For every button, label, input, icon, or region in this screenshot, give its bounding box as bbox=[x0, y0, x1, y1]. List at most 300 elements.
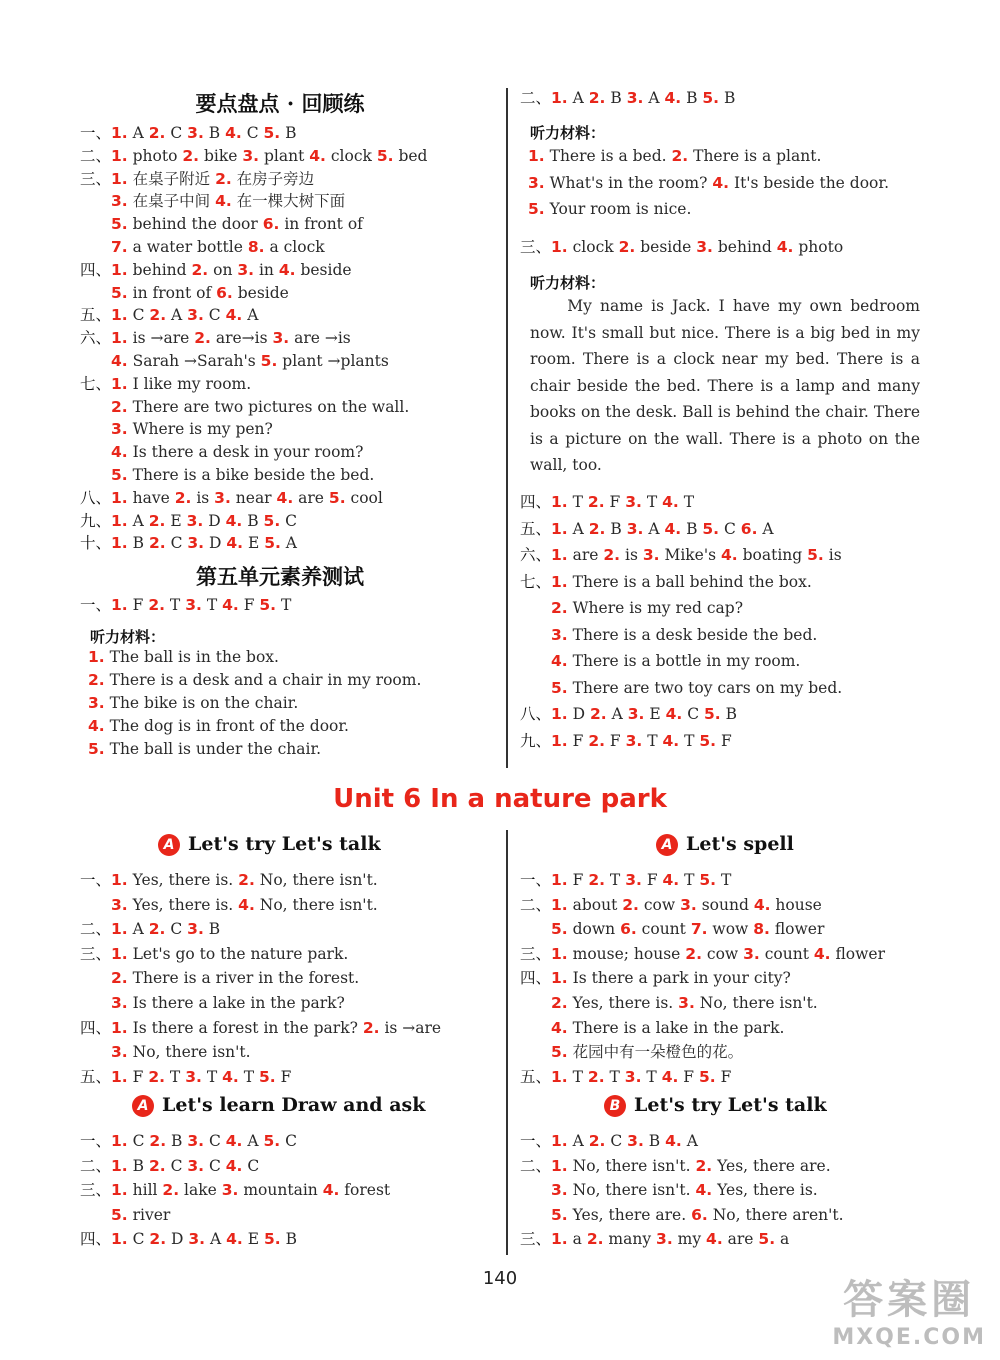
answer-text: 二、 bbox=[520, 895, 552, 914]
listening-paragraph: My name is Jack. I have my own bedroom now. It's small but nice. There is a big bed in my room. There is a clock near my bed. There is a chair beside the bed. There is a lamp and many books on the desk. Ball is behind the chair. There is a picture on the wall. There is a photo on the wall, too. bbox=[530, 297, 920, 474]
answer-line bbox=[88, 717, 349, 735]
listening-label-right-2: 听力材料： bbox=[530, 274, 606, 292]
answer-text: C bbox=[204, 1132, 226, 1150]
item-number: 1. bbox=[111, 1132, 128, 1150]
item-number: 5. bbox=[111, 466, 128, 484]
answer-line bbox=[520, 868, 731, 890]
answer-text bbox=[520, 1019, 551, 1037]
item-number: 4. bbox=[225, 124, 242, 142]
answer-text: Yes, there is. bbox=[127, 895, 239, 914]
answer-text: E bbox=[644, 705, 666, 723]
item-number: 2. bbox=[589, 705, 607, 723]
bottom-divider bbox=[506, 830, 508, 1255]
item-number: 1. bbox=[551, 969, 568, 988]
answer-text: 八、 bbox=[80, 488, 112, 507]
item-number: 3. bbox=[187, 1132, 205, 1150]
answer-text: F bbox=[567, 731, 589, 750]
answer-line bbox=[80, 1040, 251, 1062]
item-number: 2. bbox=[215, 169, 232, 188]
item-number: 2. bbox=[148, 920, 166, 939]
answer-line bbox=[520, 942, 885, 964]
item-number: 6. bbox=[740, 519, 758, 538]
answer-text: Where is my pen? bbox=[127, 420, 273, 439]
item-number: 2. bbox=[194, 329, 211, 348]
item-number: 5. bbox=[259, 596, 277, 614]
answer-line bbox=[520, 1203, 844, 1225]
answer-text: Is there a forest in the park? bbox=[127, 1018, 363, 1037]
item-number: 4. bbox=[776, 238, 794, 256]
answer-text: B bbox=[681, 519, 703, 538]
answer-text: are bbox=[293, 488, 329, 507]
answer-text: There is a desk beside the bed. bbox=[567, 625, 818, 644]
item-number: 5. bbox=[263, 511, 281, 530]
item-number: 3. bbox=[678, 994, 695, 1012]
answer-text: 二、 bbox=[520, 89, 552, 107]
item-number: 2. bbox=[149, 306, 167, 325]
answer-text: E bbox=[243, 534, 265, 553]
item-number: 4. bbox=[276, 488, 294, 507]
item-number: 1. bbox=[111, 1181, 128, 1200]
answer-text: Is there a lake in the park? bbox=[127, 994, 345, 1012]
answer-line bbox=[80, 167, 314, 189]
item-number: 3. bbox=[680, 895, 697, 914]
answer-text: There is a river in the forest. bbox=[127, 969, 360, 988]
answer-text: 十、 bbox=[80, 534, 112, 553]
item-number: 4. bbox=[111, 443, 128, 462]
answer-line bbox=[520, 729, 732, 751]
answer-line bbox=[80, 440, 363, 462]
answer-line bbox=[80, 121, 297, 143]
answer-text: Let's go to the nature park. bbox=[127, 944, 349, 963]
answer-line bbox=[80, 509, 297, 531]
answer-line bbox=[80, 144, 427, 166]
answer-text: beside bbox=[295, 260, 352, 279]
item-number: 8. bbox=[247, 238, 265, 256]
answer-line bbox=[80, 1016, 441, 1038]
answer-text: 五、 bbox=[80, 1067, 112, 1086]
item-number: 2. bbox=[162, 1181, 180, 1200]
answer-text: mountain bbox=[238, 1181, 323, 1200]
answer-line bbox=[80, 281, 289, 303]
section-title: Let's learn Draw and ask bbox=[162, 1094, 426, 1116]
answer-text: Is there a desk in your room? bbox=[127, 443, 364, 462]
answer-text: mouse; house bbox=[567, 944, 686, 963]
answer-text: A bbox=[606, 705, 628, 723]
answer-text: C bbox=[127, 306, 150, 325]
answer-text: a bbox=[567, 1230, 587, 1249]
answer-text: A bbox=[643, 519, 665, 538]
item-number: 1. bbox=[551, 895, 568, 914]
answer-text bbox=[80, 969, 111, 987]
item-number: 2. bbox=[551, 599, 568, 617]
answer-text: behind bbox=[712, 238, 777, 256]
answer-text bbox=[80, 443, 111, 461]
answer-text: B bbox=[719, 89, 736, 107]
answer-line bbox=[80, 349, 389, 371]
answer-text: The ball is under the chair. bbox=[104, 740, 322, 758]
answer-text: beside bbox=[635, 238, 697, 256]
answer-text: 四、 bbox=[80, 260, 112, 279]
answer-text: flower bbox=[830, 944, 885, 963]
answer-text: There are two toy cars on my bed. bbox=[567, 678, 843, 697]
answer-text: 在房子旁边 bbox=[231, 169, 315, 188]
answer-line bbox=[520, 1154, 831, 1176]
item-number: 3. bbox=[626, 519, 644, 538]
item-number: 1. bbox=[111, 1018, 128, 1037]
answer-text: There is a plant. bbox=[688, 147, 822, 165]
answer-text: Yes, there is. bbox=[567, 994, 679, 1012]
answer-text: No, there isn't. bbox=[567, 1156, 696, 1175]
item-number: 2. bbox=[111, 969, 128, 988]
answer-text: The ball is in the box. bbox=[104, 648, 279, 666]
answer-line bbox=[520, 676, 842, 698]
answer-line bbox=[80, 326, 351, 348]
item-number: 3. bbox=[187, 920, 204, 939]
answer-text: A bbox=[127, 511, 149, 530]
answer-line bbox=[520, 893, 822, 915]
answer-text: B bbox=[127, 1156, 149, 1175]
answer-text: plant →plants bbox=[277, 352, 389, 370]
answer-text: is bbox=[823, 546, 842, 564]
item-number: 6. bbox=[216, 283, 233, 302]
answer-line bbox=[80, 1129, 297, 1151]
answer-line bbox=[80, 593, 291, 615]
item-number: 2. bbox=[588, 731, 605, 750]
answer-text: Your room is nice. bbox=[544, 200, 692, 218]
answer-text: E bbox=[165, 511, 187, 530]
answer-text: 七、 bbox=[520, 572, 552, 591]
item-number: 2. bbox=[588, 1132, 606, 1150]
answer-text: There is a bike beside the bed. bbox=[127, 466, 375, 484]
answer-text bbox=[80, 352, 111, 370]
item-number: 1. bbox=[551, 1132, 568, 1150]
answer-text: F bbox=[238, 596, 260, 614]
answer-line bbox=[520, 1129, 698, 1151]
answer-text bbox=[520, 679, 551, 697]
answer-text: F bbox=[604, 493, 626, 511]
answer-text: C bbox=[605, 1132, 628, 1150]
answer-line bbox=[528, 174, 889, 192]
answer-text: Sarah →Sarah's bbox=[127, 352, 261, 370]
item-number: 4. bbox=[662, 871, 680, 889]
item-number: 3. bbox=[214, 488, 231, 507]
answer-text: No, there isn't. bbox=[694, 994, 818, 1012]
answer-line bbox=[80, 395, 409, 417]
answer-text: What's in the room? bbox=[544, 173, 713, 192]
answer-text: wow bbox=[707, 920, 754, 939]
watermark-logo bbox=[832, 1268, 986, 1350]
item-number: 1. bbox=[111, 1156, 128, 1175]
item-number: 5. bbox=[758, 1230, 776, 1249]
item-number: 2. bbox=[182, 146, 200, 165]
answer-line bbox=[80, 1203, 170, 1225]
item-number: 3. bbox=[185, 596, 202, 614]
item-number: 2. bbox=[148, 534, 166, 553]
item-number: 2. bbox=[191, 260, 209, 279]
answer-text: count bbox=[759, 944, 814, 963]
item-number: 3. bbox=[656, 1230, 673, 1249]
item-number: 1. bbox=[111, 1067, 128, 1086]
answer-text: is →are bbox=[379, 1018, 442, 1037]
item-number: 1. bbox=[111, 124, 128, 142]
item-number: 4. bbox=[753, 895, 771, 914]
answer-text: 二、 bbox=[80, 920, 112, 939]
item-number: 2. bbox=[551, 994, 568, 1012]
section-badge-a: A bbox=[656, 834, 678, 856]
answer-text: It's beside the door. bbox=[729, 173, 889, 192]
item-number: 4. bbox=[665, 705, 683, 723]
answer-text: 三、 bbox=[80, 1181, 112, 1200]
item-number: 4. bbox=[665, 1132, 682, 1150]
item-number: 5. bbox=[551, 920, 568, 939]
item-number: 8. bbox=[753, 920, 770, 939]
item-number: 2. bbox=[587, 493, 605, 511]
answer-text: A bbox=[757, 519, 774, 538]
answer-text: A bbox=[681, 1132, 698, 1150]
answer-text: Yes, there is. bbox=[712, 1181, 818, 1200]
answer-text: river bbox=[127, 1205, 171, 1224]
answer-line bbox=[80, 1227, 297, 1249]
answer-text: A bbox=[567, 1132, 589, 1150]
answer-text bbox=[80, 420, 111, 438]
item-number: 2. bbox=[148, 511, 166, 530]
answer-text: 三、 bbox=[520, 944, 552, 963]
answer-text: There is a ball behind the box. bbox=[567, 572, 812, 591]
answer-text: 四、 bbox=[80, 1018, 112, 1037]
answer-line bbox=[80, 991, 345, 1013]
item-number: 4. bbox=[664, 519, 682, 538]
answer-line bbox=[80, 189, 345, 211]
answer-text: C bbox=[242, 1156, 260, 1175]
answer-text: I like my room. bbox=[127, 374, 252, 393]
review-section-title: 要点盘点 · 回顾练 bbox=[195, 91, 365, 116]
answer-text: 七、 bbox=[80, 374, 112, 393]
item-number: 3. bbox=[528, 173, 545, 192]
answer-text: C bbox=[241, 124, 264, 142]
item-number: 3. bbox=[642, 546, 660, 564]
answer-text: D bbox=[166, 1230, 189, 1249]
answer-text: Yes, there is. bbox=[127, 871, 239, 889]
answer-line bbox=[520, 1227, 789, 1249]
answer-line bbox=[80, 303, 258, 325]
item-number: 2. bbox=[148, 1156, 166, 1175]
answer-text: There is a lake in the park. bbox=[567, 1018, 785, 1037]
answer-text: B bbox=[127, 534, 149, 553]
answer-line bbox=[528, 147, 821, 165]
item-number: 2. bbox=[111, 397, 128, 416]
item-number: 5. bbox=[376, 146, 394, 165]
answer-text: C bbox=[719, 519, 741, 538]
answer-text: clock bbox=[325, 146, 377, 165]
answer-text: C bbox=[127, 1230, 150, 1249]
answer-line bbox=[520, 623, 817, 645]
item-number: 5. bbox=[702, 89, 720, 107]
answer-text: 三、 bbox=[520, 238, 552, 256]
item-number: 5. bbox=[702, 519, 720, 538]
answer-text bbox=[520, 626, 551, 644]
item-number: 6. bbox=[691, 1205, 708, 1224]
answer-text: A bbox=[205, 1230, 227, 1249]
answer-text: behind the door bbox=[127, 215, 263, 234]
item-number: 3. bbox=[626, 89, 644, 107]
answer-line bbox=[520, 1016, 784, 1038]
listening-label-right-1: 听力材料： bbox=[530, 124, 606, 142]
answer-text: about bbox=[567, 895, 623, 914]
answer-text: F bbox=[715, 1067, 732, 1086]
item-number: 2. bbox=[174, 488, 192, 507]
answer-line bbox=[520, 917, 824, 939]
answer-text: There is a desk and a chair in my room. bbox=[104, 671, 422, 689]
answer-text: on bbox=[208, 260, 238, 279]
answer-text: house bbox=[770, 895, 822, 914]
section-title: Let's try Let's talk bbox=[188, 833, 381, 855]
answer-text bbox=[520, 1043, 551, 1061]
answer-text: 一、 bbox=[80, 596, 112, 614]
answer-text: cow bbox=[701, 944, 744, 963]
item-number: 4. bbox=[661, 1067, 679, 1086]
answer-line bbox=[80, 417, 273, 439]
answer-text: 三、 bbox=[80, 169, 112, 188]
item-number: 2. bbox=[588, 89, 606, 107]
answer-text: cool bbox=[345, 488, 383, 507]
item-number: 1. bbox=[111, 374, 128, 393]
item-number: 4. bbox=[226, 534, 244, 553]
section-a-lets-try bbox=[158, 833, 381, 856]
answer-text: B bbox=[605, 89, 627, 107]
answer-text bbox=[80, 1043, 111, 1061]
item-number: 4. bbox=[322, 1181, 340, 1200]
item-number: 4. bbox=[222, 596, 239, 614]
answer-text: a clock bbox=[264, 238, 325, 256]
item-number: 3. bbox=[627, 1132, 644, 1150]
answer-text: C bbox=[165, 920, 188, 939]
answer-text: F bbox=[127, 596, 149, 614]
answer-text: down bbox=[567, 920, 621, 939]
item-number: 5. bbox=[698, 1067, 716, 1086]
answer-text: D bbox=[204, 534, 227, 553]
answer-line bbox=[80, 486, 383, 508]
answer-line bbox=[520, 966, 791, 988]
answer-text: T bbox=[641, 1067, 662, 1086]
item-number: 4. bbox=[278, 260, 296, 279]
answer-text: B bbox=[242, 511, 264, 530]
answer-text: F bbox=[127, 1067, 149, 1086]
item-number: 5. bbox=[704, 705, 721, 723]
answer-text: in front of bbox=[127, 283, 217, 302]
item-number: 2. bbox=[588, 519, 606, 538]
answer-text: is →are bbox=[127, 329, 195, 348]
item-number: 2. bbox=[149, 1230, 167, 1249]
answer-text: T bbox=[276, 596, 292, 614]
answer-line bbox=[520, 702, 737, 724]
answer-text: C bbox=[127, 1132, 150, 1150]
answer-text: C bbox=[280, 511, 298, 530]
item-number: 1. bbox=[551, 89, 568, 107]
answer-text: 一、 bbox=[520, 1132, 552, 1150]
answer-text: F bbox=[678, 1067, 699, 1086]
item-number: 7. bbox=[690, 920, 708, 939]
item-number: 4. bbox=[662, 731, 680, 750]
answer-text: 四、 bbox=[80, 1230, 112, 1249]
item-number: 4. bbox=[225, 511, 243, 530]
item-number: 1. bbox=[551, 705, 568, 723]
item-number: 4. bbox=[88, 717, 105, 735]
answer-text bbox=[520, 599, 551, 617]
watermark-line2: MXQE.COM bbox=[832, 1325, 986, 1350]
item-number: 6. bbox=[262, 215, 280, 234]
item-number: 2. bbox=[618, 238, 636, 256]
answer-text: 二、 bbox=[80, 1156, 112, 1175]
section-title: Let's try Let's talk bbox=[634, 1094, 827, 1116]
answer-text: T bbox=[238, 1067, 259, 1086]
answer-text: F bbox=[716, 731, 732, 750]
item-number: 4. bbox=[225, 1132, 243, 1150]
answer-text: T bbox=[201, 1067, 223, 1086]
answer-text bbox=[80, 215, 111, 233]
answer-text: are bbox=[567, 546, 604, 564]
answer-text: Yes, there are. bbox=[567, 1205, 692, 1224]
answer-text: C bbox=[165, 124, 188, 142]
answer-text: cow bbox=[638, 895, 681, 914]
answer-text: 五、 bbox=[520, 1067, 552, 1086]
item-number: 5. bbox=[551, 1043, 568, 1062]
answer-line bbox=[80, 966, 359, 988]
item-number: 1. bbox=[551, 546, 568, 564]
answer-line bbox=[88, 648, 279, 666]
item-number: 4. bbox=[712, 173, 730, 192]
item-number: 3. bbox=[551, 625, 568, 644]
answer-line bbox=[88, 694, 298, 712]
item-number: 3. bbox=[187, 1156, 205, 1175]
answer-text: B bbox=[166, 1132, 188, 1150]
item-number: 3. bbox=[88, 694, 105, 712]
answer-text: have bbox=[127, 488, 175, 507]
item-number: 2. bbox=[588, 871, 605, 889]
item-number: 3. bbox=[242, 146, 260, 165]
item-number: 1. bbox=[551, 1067, 568, 1086]
item-number: 1. bbox=[111, 871, 128, 889]
item-number: 1. bbox=[111, 1230, 128, 1249]
answer-text bbox=[520, 652, 551, 670]
answer-text: bike bbox=[199, 146, 243, 165]
item-number: 4. bbox=[664, 89, 682, 107]
answer-text: No, there isn't. bbox=[254, 871, 378, 889]
item-number: 3. bbox=[187, 124, 204, 142]
item-number: 3. bbox=[111, 192, 128, 211]
item-number: 2. bbox=[148, 596, 165, 614]
answer-text: are →is bbox=[289, 329, 351, 348]
answer-text: No, there isn't. bbox=[254, 895, 378, 914]
answer-line bbox=[80, 531, 297, 553]
item-number: 6. bbox=[620, 920, 637, 939]
item-number: 2. bbox=[603, 546, 621, 564]
answer-text: are→is bbox=[210, 329, 273, 348]
item-number: 1. bbox=[111, 260, 128, 279]
item-number: 1. bbox=[111, 596, 128, 614]
item-number: 2. bbox=[148, 1067, 165, 1086]
item-number: 3. bbox=[743, 944, 760, 963]
item-number: 1. bbox=[111, 488, 128, 507]
answer-text: count bbox=[636, 920, 691, 939]
item-number: 1. bbox=[551, 944, 568, 963]
answer-text bbox=[80, 994, 111, 1012]
answer-text: 二、 bbox=[520, 1156, 552, 1175]
answer-text: 三、 bbox=[80, 944, 112, 963]
listening-label-left: 听力材料： bbox=[90, 628, 166, 646]
answer-line bbox=[520, 1040, 743, 1062]
item-number: 3. bbox=[111, 994, 128, 1012]
answer-text: There is a bed. bbox=[544, 147, 672, 165]
